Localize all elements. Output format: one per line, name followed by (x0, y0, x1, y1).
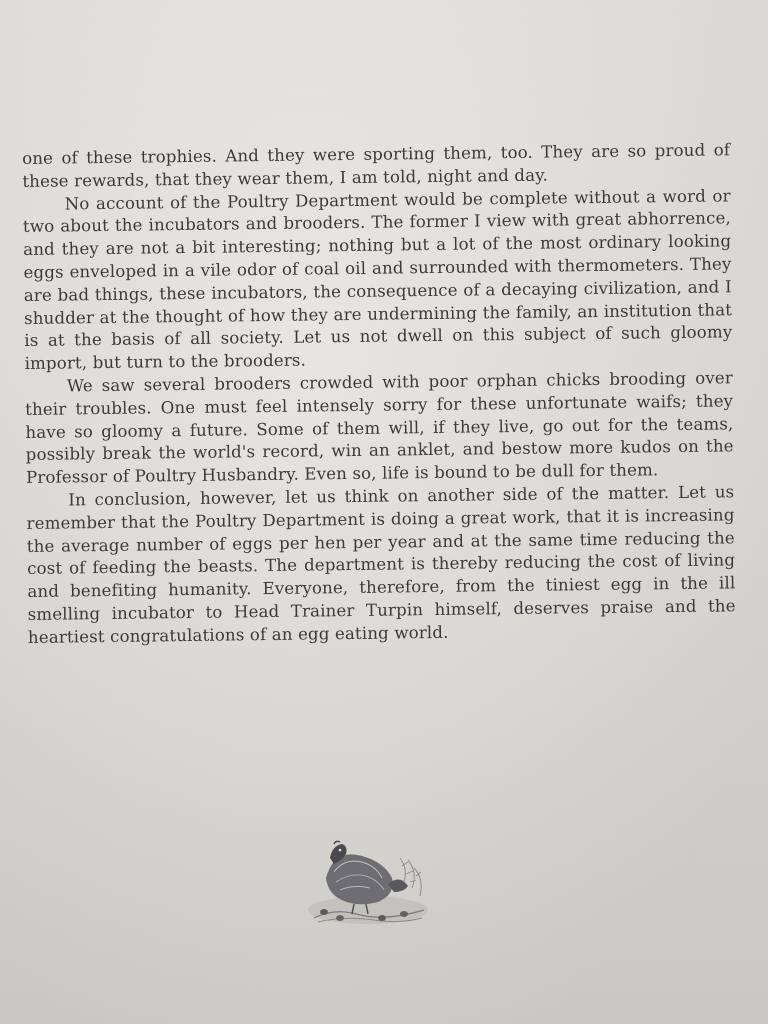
body-text (22, 139, 736, 649)
paragraph-trophies: one of these trophies. And they were sporting them, too. They are so proud of these rewards, that they wear them, I am told, night and day. (22, 140, 731, 191)
hen-with-chicks-engraving-icon (304, 838, 432, 928)
paragraph-conclusion: In conclusion, however, let us think on another side of the matter. Let us remember that the Poultry Department is doing a great work, that it is increasing the average number of eggs per hen per year and at the same time reducing the cost of feeding the beasts. The department is thereby reducing the cost of living and benefiting humanity. Everyone, therefore, from the tiniest egg in the ill smelling incubator to Head Trainer Turpin himself, deserves praise and the heartiest congratulations of an egg eating world. (26, 482, 736, 647)
paragraph-brooders: We saw several brooders crowded with poor orphan chicks brooding over their troubles. One must feel intensely sorry for these unfortunate waifs; they have so gloomy a future. Some of them will, if they live, go out for the teams, possibly break the world's record, win an anklet, and bestow more kudos on the Professor of Poultry Husbandry. Even so, life is bound to be dull for them. (25, 368, 734, 488)
paragraph-incubators: No account of the Poultry Department would be complete without a word or two about the incubators and brooders. The former I view with great abhorrence, and they are not a bit interesting; nothing but a lot of the most ordinary looking eggs enveloped in a vile odor of coal oil and surrounded with thermometers. They are bad things, these incubators, the consequence of a decaying civilization, and I shudder at the thought of how they are undermining the family, an institution that is at the basis of all society. Let us not dwell on this subject of such gloomy import, but turn to the brooders. (22, 185, 733, 374)
